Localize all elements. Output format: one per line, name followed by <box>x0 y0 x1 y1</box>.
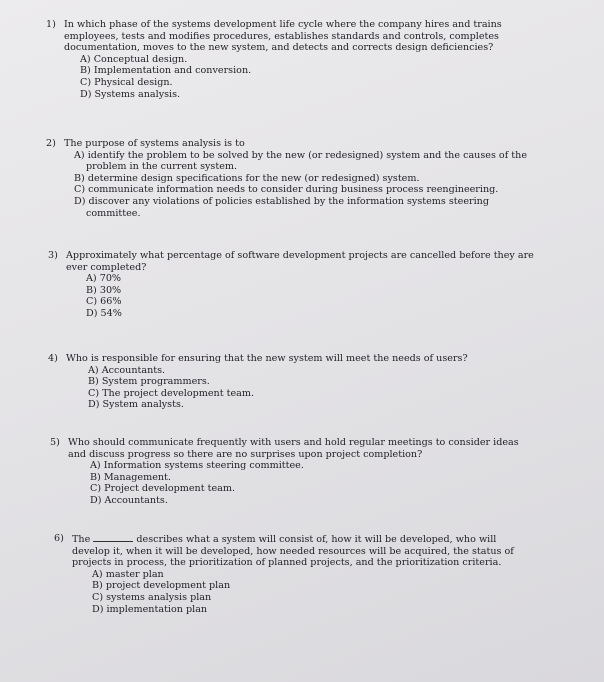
question-number: 5) <box>50 437 60 448</box>
question-stem: In which phase of the systems development life cycle where the company hires and trains employees, tests and modifies procedures, establishes standards and controls, completes documentation, moves to the new system, and detects and corrects design deficiencies? <box>64 19 502 54</box>
answer-options <box>90 460 530 506</box>
fill-in-blank <box>93 533 133 542</box>
question-number: 3) <box>48 250 58 261</box>
question-number: 2) <box>46 138 56 149</box>
option-c: C) The project development team. <box>88 387 255 399</box>
option-d: D) Systems analysis. <box>80 88 181 100</box>
question-4 <box>48 353 538 411</box>
option-c: C) 66% <box>86 296 122 308</box>
answer-options <box>74 150 546 220</box>
stem-after-blank: describes what a system will consist of, how it will be developed, who will develop it, when it will be developed, how needed resources will be acquired, the status of projects in process, the prioritization of planned projects, and the prioritization criteria. <box>72 534 514 569</box>
option-a: A) 70% <box>86 273 122 285</box>
option-b: B) Implementation and conversion. <box>80 65 252 77</box>
question-stem: Who should communicate frequently with users and hold regular meetings to consider ideas and discuss progress so there are no surprises upon project completion? <box>68 437 519 460</box>
option-b: B) 30% <box>86 284 122 296</box>
option-b: B) project development plan <box>92 580 231 592</box>
option-b: B) System programmers. <box>88 376 210 388</box>
answer-options <box>86 273 538 319</box>
option-d: D) System analysts. <box>88 399 184 411</box>
question-stem <box>72 533 524 569</box>
answer-options <box>88 365 538 411</box>
question-number: 4) <box>48 353 58 364</box>
question-number: 6) <box>54 533 64 544</box>
question-5 <box>50 437 530 507</box>
answer-options <box>80 54 546 100</box>
answer-options <box>92 569 524 615</box>
option-d: D) Accountants. <box>90 494 168 506</box>
option-b: B) Management. <box>90 471 171 483</box>
question-3 <box>48 250 538 320</box>
question-number: 1) <box>46 19 56 30</box>
question-stem: Who is responsible for ensuring that the new system will meet the needs of users? <box>66 353 468 364</box>
option-c: C) Project development team. <box>90 483 236 495</box>
stem-before-blank: The <box>72 534 91 545</box>
question-2 <box>46 138 546 219</box>
option-a: A) Conceptual design. <box>80 53 188 65</box>
question-stem: The purpose of systems analysis is to <box>64 138 245 149</box>
question-stem: Approximately what percentage of software development projects are cancelled before they are ever completed? <box>66 250 534 273</box>
option-c: C) Physical design. <box>80 76 173 88</box>
option-c: C) communicate information needs to consider during business process reengineering. <box>74 184 499 196</box>
option-a: A) Information systems steering committee. <box>90 460 304 472</box>
option-a: A) identify the problem to be solved by the new (or redesigned) system and the causes of the problem in the current system. <box>74 149 528 173</box>
option-a: A) master plan <box>92 568 164 580</box>
option-b: B) determine design specifications for the new (or redesigned) system. <box>74 172 420 184</box>
option-d: D) implementation plan <box>92 603 208 615</box>
option-d: D) 54% <box>86 307 122 319</box>
option-c: C) systems analysis plan <box>92 591 212 603</box>
question-6 <box>54 533 524 615</box>
option-a: A) Accountants. <box>88 364 166 376</box>
question-1 <box>46 19 546 100</box>
option-d: D) discover any violations of policies established by the information systems steering committee. <box>74 195 489 219</box>
